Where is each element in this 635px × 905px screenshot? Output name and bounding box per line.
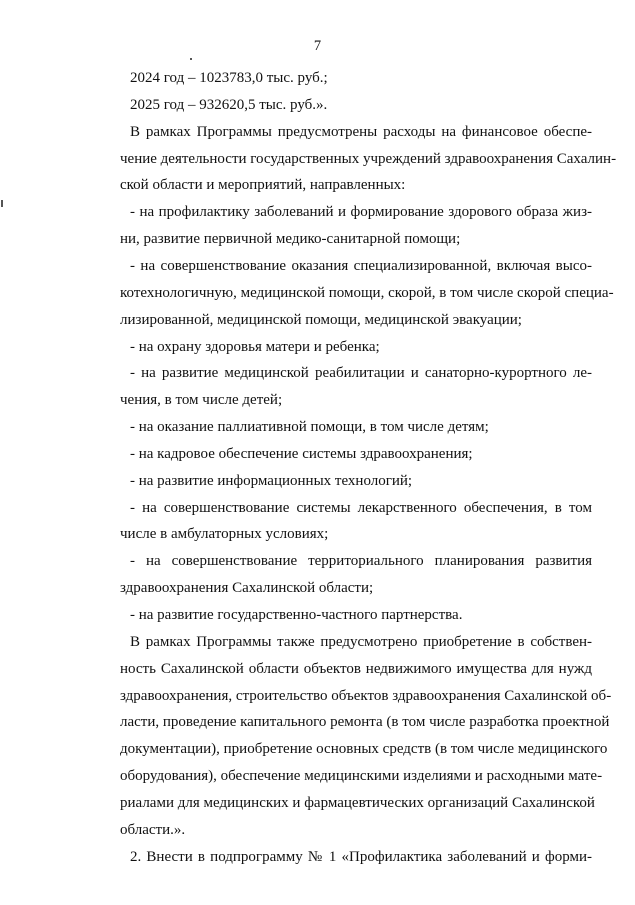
text-line: - на совершенствование оказания специализированной, включая высо- [130, 257, 592, 274]
text-line: 2024 год – 1023783,0 тыс. руб.; [130, 70, 328, 86]
text-line: ность Сахалинской области объектов недвижимого имущества для нужд [120, 660, 592, 677]
text-line: - на совершенствование системы лекарственного обеспечения, в том [130, 499, 592, 516]
text-line: котехнологичную, медицинской помощи, скорой, в том числе скорой специа- [120, 284, 614, 301]
text-line: риалами для медицинских и фармацевтических организаций Сахалинской [120, 794, 595, 811]
text-line: здравоохранения Сахалинской области; [120, 580, 374, 597]
scan-mark [1, 200, 3, 207]
text-line: - на совершенствование территориального планирования развития [130, 553, 592, 570]
text-line: ни, развитие первичной медико-санитарной помощи; [120, 231, 461, 248]
text-line: чение деятельности государственных учреждений здравоохранения Сахалин- [120, 150, 617, 167]
text-line: ласти, проведение капитального ремонта (в том числе разработка проектной [120, 714, 610, 731]
text-line: - на кадровое обеспечение системы здравоохранения; [130, 445, 473, 462]
text-line: лизированной, медицинской помощи, медицинской эвакуации; [120, 311, 522, 328]
scan-mark [190, 58, 192, 60]
text-line: чения, в том числе детей; [120, 392, 283, 409]
text-line: здравоохранения, строительство объектов здравоохранения Сахалинской об- [120, 687, 612, 704]
text-line: - на развитие медицинской реабилитации и санаторно-курортного ле- [130, 365, 592, 382]
text-line: 2025 год – 932620,5 тыс. руб.». [130, 96, 328, 113]
text-line: - на профилактику заболеваний и формирование здорового образа жиз- [130, 204, 592, 221]
text-line: В рамках Программы предусмотрены расходы на финансовое обеспе- [130, 123, 592, 140]
text-line: В рамках Программы также предусмотрено приобретение в собствен- [130, 633, 592, 650]
text-line: документации), приобретение основных средств (в том числе медицинского [120, 741, 608, 758]
text-line: области.». [120, 821, 186, 838]
text-line: 2. Внести в подпрограмму № 1 «Профилактика заболеваний и форми- [130, 848, 592, 865]
text-line: - на охрану здоровья матери и ребенка; [130, 338, 380, 355]
text-line: - на оказание паллиативной помощи, в том числе детям; [130, 419, 489, 436]
text-line: ской области и мероприятий, направленных: [120, 177, 406, 194]
text-line: - на развитие государственно-частного партнерства. [130, 607, 463, 623]
text-line: числе в амбулаторных условиях; [120, 526, 329, 543]
page-number: 7 [313, 38, 322, 54]
text-line: оборудования), обеспечение медицинскими изделиями и расходными мате- [120, 768, 603, 785]
text-line: - на развитие информационных технологий; [130, 472, 413, 489]
